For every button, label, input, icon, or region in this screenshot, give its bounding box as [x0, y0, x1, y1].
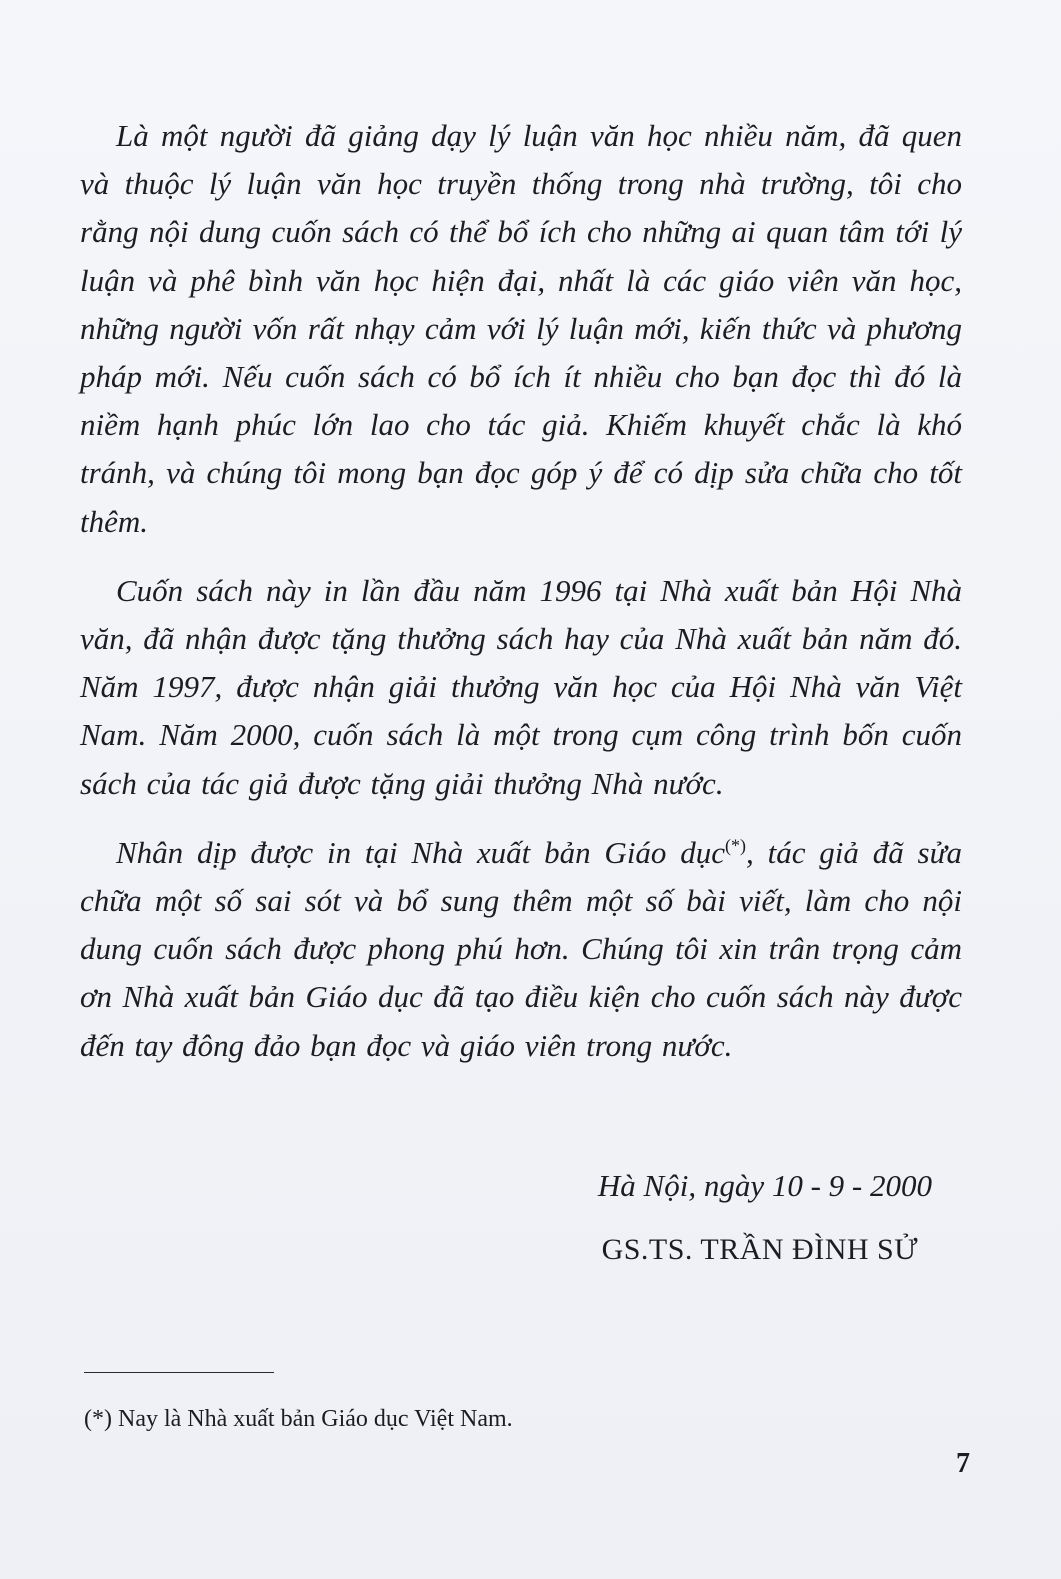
paragraph-2: Cuốn sách này in lần đầu năm 1996 tại Nhà xuất bản Hội Nhà văn, đã nhận được tặng thưởng sách hay của Nhà xuất bản năm đó. Năm 1997, được nhận giải thưởng văn học của Hội Nhà văn Việt Nam. Năm 2000, cuốn sách là một trong cụm công trình bốn cuốn sách của tác giả được tặng giải thưởng Nhà nước. [80, 572, 962, 801]
paragraph-3-end: , tác giả đã sửa chữa một số sai sót và bổ sung thêm một số bài viết, làm cho nội dung cuốn sách được phong phú hơn. Chúng tôi xin trân trọng cảm ơn Nhà xuất bản Giáo dục đã tạo điều kiện cho cuốn sách này được đến tay đông đảo bạn đọc và giáo viên trong nước. [80, 834, 962, 1063]
paragraph-1: Là một người đã giảng dạy lý luận văn học nhiều năm, đã quen và thuộc lý luận văn học truyền thống trong nhà trường, tôi cho rằng nội dung cuốn sách có thể bổ ích cho những ai quan tâm tới lý luận và phê bình văn học hiện đại, nhất là các giáo viên văn học, những người vốn rất nhạy cảm với lý luận mới, kiến thức và phương pháp mới. Nếu cuốn sách có bổ ích ít nhiều cho bạn đọc thì đó là niềm hạnh phúc lớn lao cho tác giả. Khiếm khuyết chắc là khó tránh, và chúng tôi mong bạn đọc góp ý để có dịp sửa chữa cho tốt thêm. [80, 118, 962, 539]
page-number: 7 [956, 1448, 970, 1479]
body-text [80, 112, 962, 1091]
footnote-reference: (*) [725, 835, 747, 856]
footnote: (*) Nay là Nhà xuất bản Giáo dục Việt Nam. [84, 1406, 513, 1432]
signature-author: GS.TS. TRẦN ĐÌNH SỬ [601, 1233, 918, 1266]
paragraph-3 [80, 829, 962, 1070]
paragraph-3-start: Nhân dịp được in tại Nhà xuất bản Giáo dục [116, 834, 726, 870]
signature-date: Hà Nội, ngày 10 - 9 - 2000 [597, 1168, 932, 1203]
footnote-divider [84, 1372, 274, 1373]
